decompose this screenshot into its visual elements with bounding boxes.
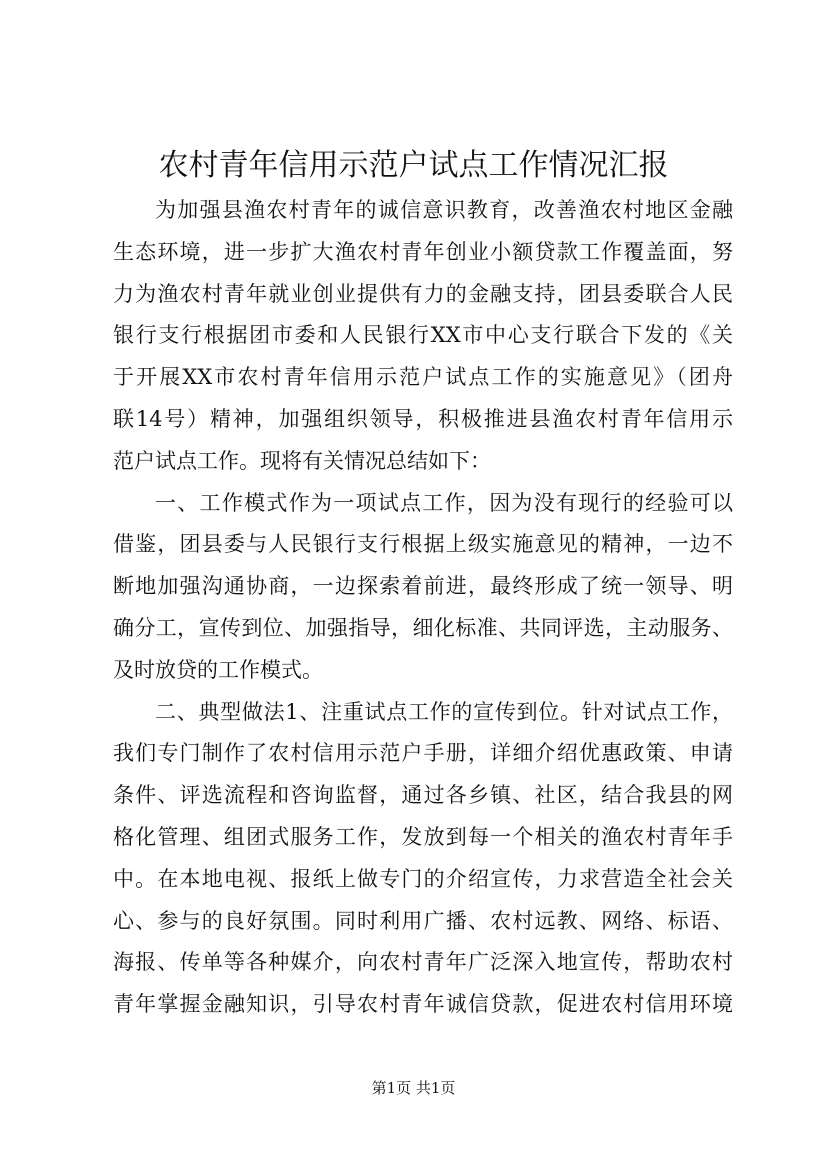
text-line: 为加强县渔农村青年的诚信意识教育，改善渔农村地区金融 xyxy=(155,198,733,222)
text-line: 格化管理、组团式服务工作，发放到每一个相关的渔农村青年手 xyxy=(113,824,733,849)
text-line: 生态环境，进一步扩大渔农村青年创业小额贷款工作覆盖面，努 xyxy=(113,239,733,264)
document-body xyxy=(113,190,733,1026)
text-line: 于开展XX市农村青年信用示范户试点工作的实施意见》（团舟 xyxy=(113,365,733,390)
text-line: 断地加强沟通协商，一边探索着前进，最终形成了统一领导、明 xyxy=(113,574,733,599)
text-line: 及时放贷的工作模式。 xyxy=(113,657,323,682)
text-line: 青年掌握金融知识，引导农村青年诚信贷款，促进农村信用环境 xyxy=(113,992,733,1017)
text-line: 我们专门制作了农村信用示范户手册，详细介绍优惠政策、申请 xyxy=(113,741,733,766)
text-line: 二、典型做法1、注重试点工作的宣传到位。针对试点工作， xyxy=(155,699,733,724)
text-line: 联14号）精神，加强组织领导，积极推进县渔农村青年信用示 xyxy=(113,406,733,431)
text-line: 范户试点工作。现将有关情况总结如下： xyxy=(113,448,491,473)
text-line: 借鉴，团县委与人民银行支行根据上级实施意见的精神，一边不 xyxy=(113,532,733,557)
text-line: 心、参与的良好氛围。同时利用广播、农村远教、网络、标语、 xyxy=(113,908,733,933)
text-line: 确分工，宣传到位、加强指导，细化标准、共同评选，主动服务、 xyxy=(113,615,733,640)
text-line: 海报、传单等各种媒介，向农村青年广泛深入地宣传，帮助农村 xyxy=(113,950,733,975)
text-line: 中。在本地电视、报纸上做专门的介绍宣传，力求营造全社会关 xyxy=(113,866,733,891)
text-line: 条件、评选流程和咨询监督，通过各乡镇、社区，结合我县的网 xyxy=(113,783,733,808)
text-line: 银行支行根据团市委和人民银行XX市中心支行联合下发的《关 xyxy=(113,323,733,348)
text-line: 力为渔农村青年就业创业提供有力的金融支持，团县委联合人民 xyxy=(113,281,733,306)
document-title: 农村青年信用示范户试点工作情况汇报 xyxy=(158,148,669,183)
page-footer: 第1页 共1页 xyxy=(371,1079,456,1097)
text-line: 一、工作模式作为一项试点工作，因为没有现行的经验可以 xyxy=(155,490,733,515)
